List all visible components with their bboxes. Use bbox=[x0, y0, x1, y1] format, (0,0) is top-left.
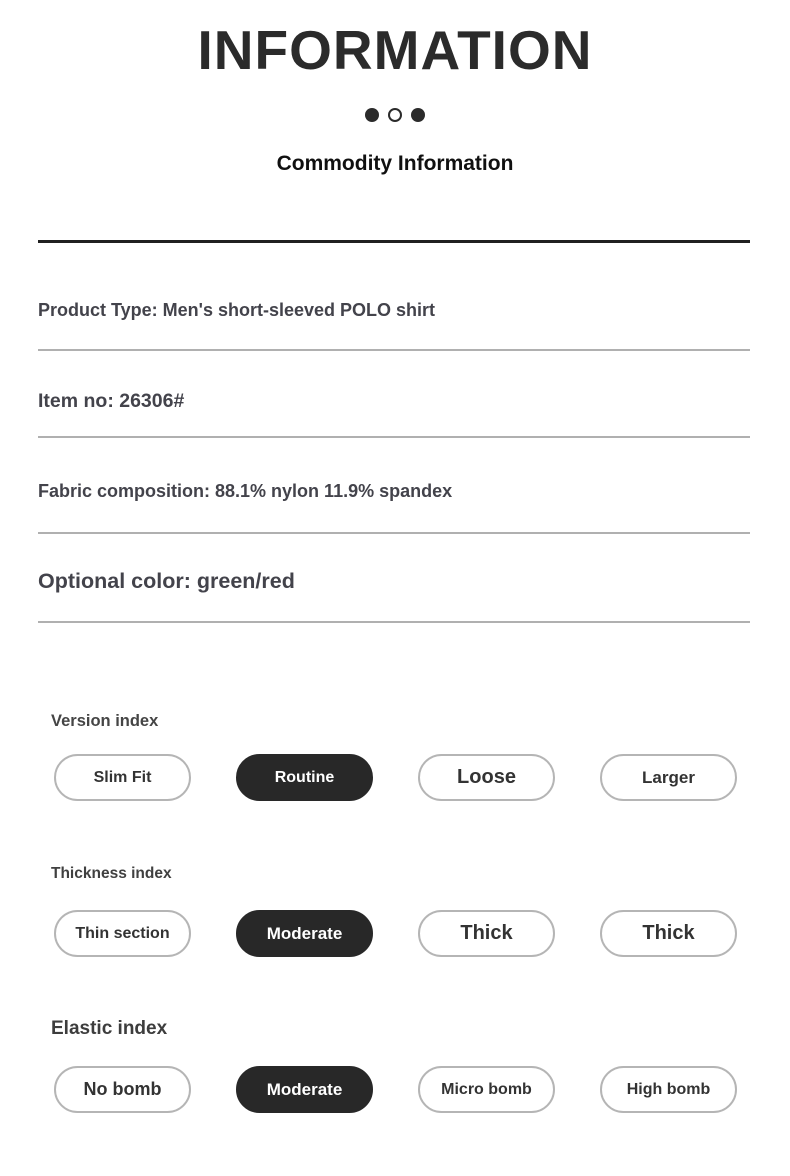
carousel-dot-3[interactable] bbox=[411, 108, 425, 122]
elastic-index-label: Elastic index bbox=[51, 1018, 168, 1039]
commodity-info-heading: Commodity Information bbox=[276, 152, 514, 175]
divider bbox=[38, 349, 750, 351]
divider bbox=[38, 621, 750, 623]
carousel-dot-2[interactable] bbox=[388, 108, 402, 122]
divider bbox=[38, 532, 750, 534]
pill-moderate-elastic[interactable]: Moderate bbox=[236, 1066, 373, 1113]
pill-thick-1[interactable]: Thick bbox=[418, 910, 555, 957]
pill-high-bomb[interactable]: High bomb bbox=[600, 1066, 737, 1113]
pill-thick-2[interactable]: Thick bbox=[600, 910, 737, 957]
carousel-dot-1[interactable] bbox=[365, 108, 379, 122]
thickness-index-label: Thickness index bbox=[51, 865, 172, 882]
spec-optional-color: Optional color: green/red bbox=[38, 569, 295, 593]
spec-product-type: Product Type: Men's short-sleeved POLO shirt bbox=[38, 300, 436, 320]
pill-loose[interactable]: Loose bbox=[418, 754, 555, 801]
pill-routine[interactable]: Routine bbox=[236, 754, 373, 801]
spec-fabric-composition: Fabric composition: 88.1% nylon 11.9% spandex bbox=[38, 481, 453, 501]
divider bbox=[38, 436, 750, 438]
pill-moderate-thickness[interactable]: Moderate bbox=[236, 910, 373, 957]
pill-larger[interactable]: Larger bbox=[600, 754, 737, 801]
pill-thin-section[interactable]: Thin section bbox=[54, 910, 191, 957]
pill-no-bomb[interactable]: No bomb bbox=[54, 1066, 191, 1113]
pill-micro-bomb[interactable]: Micro bomb bbox=[418, 1066, 555, 1113]
elastic-index-options bbox=[54, 1066, 737, 1113]
thickness-index-options bbox=[54, 910, 737, 957]
version-index-label: Version index bbox=[51, 712, 159, 730]
version-index-options bbox=[54, 754, 737, 801]
divider-thick bbox=[38, 240, 750, 243]
page-title: INFORMATION bbox=[197, 19, 593, 81]
pill-slim-fit[interactable]: Slim Fit bbox=[54, 754, 191, 801]
spec-item-no: Item no: 26306# bbox=[38, 390, 185, 412]
carousel-dots bbox=[0, 108, 790, 122]
